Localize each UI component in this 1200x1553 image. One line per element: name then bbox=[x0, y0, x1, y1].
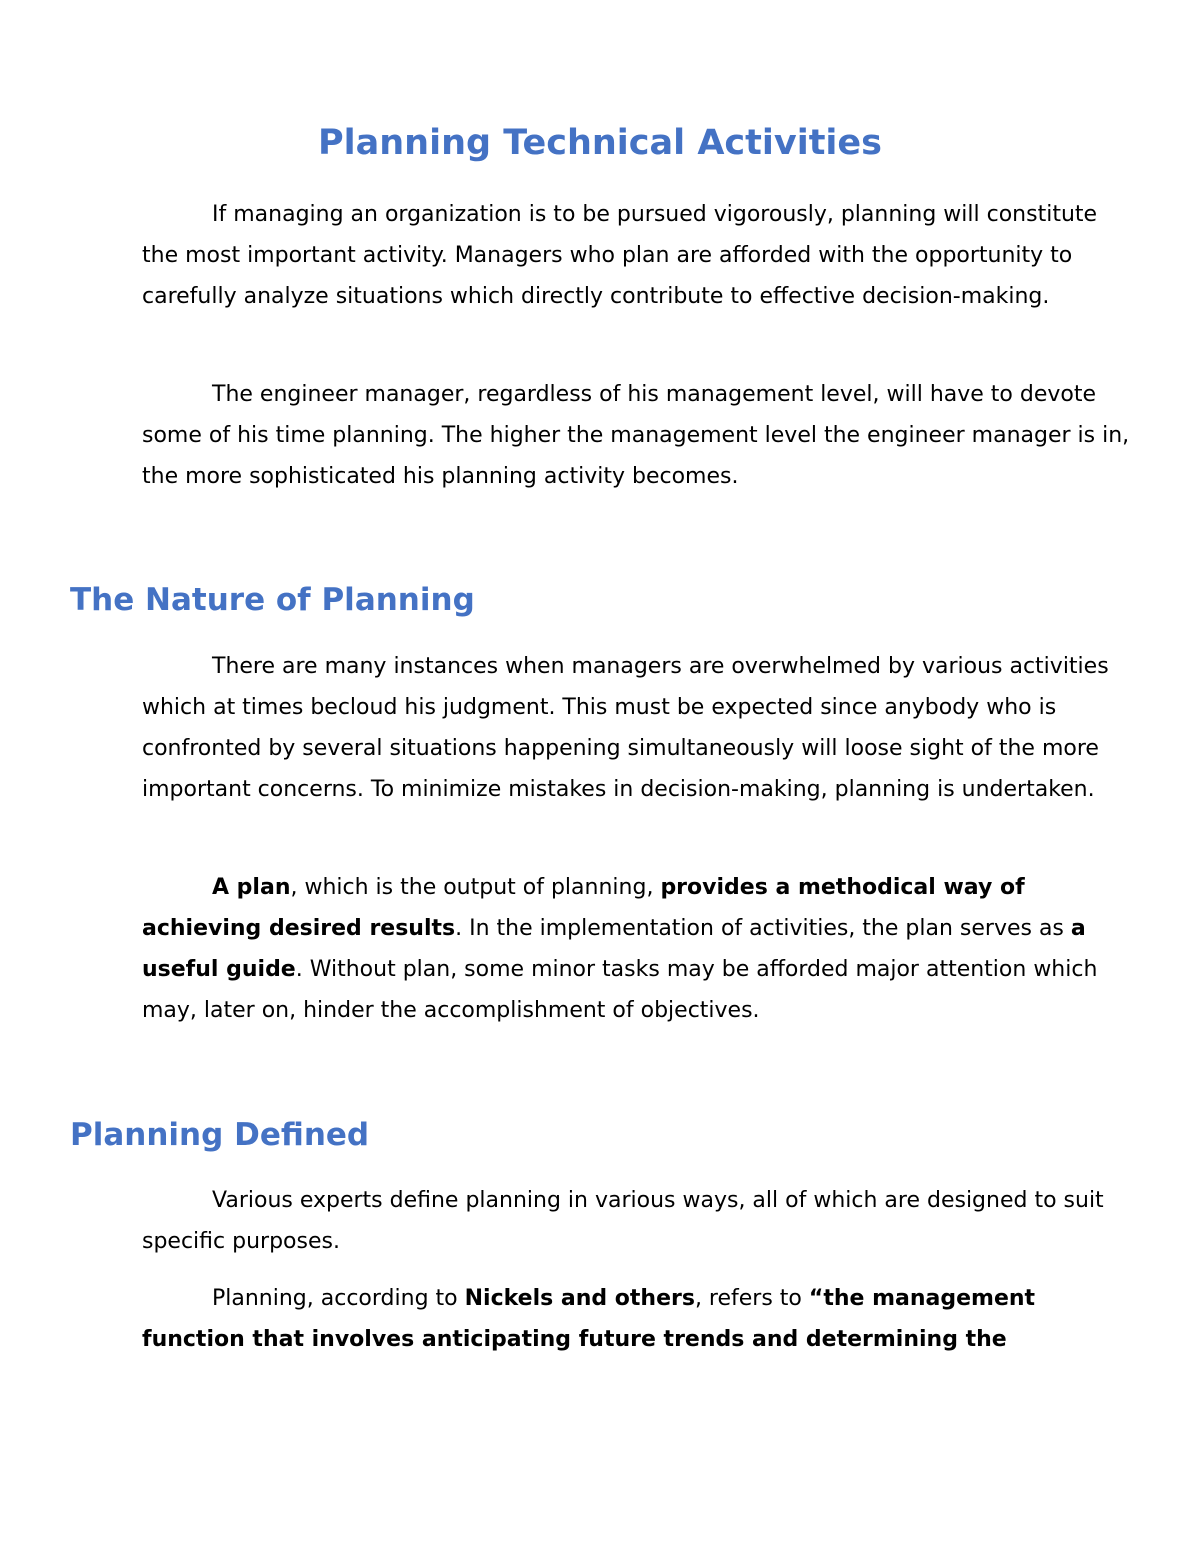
bold-phrase: a useful guide bbox=[142, 916, 1086, 982]
text-span: , refers to bbox=[694, 1286, 809, 1311]
nature-paragraph-1: There are many instances when managers are overwhelmed by various activities which at times becloud his judgment. This must be expected since anybody who is confronted by several situations happening simultaneously will loose sight of the more important concerns. To minimize mistakes in decision-making, planning is undertaken. bbox=[142, 654, 1109, 802]
bold-phrase: provides a methodical way of achieving desired results bbox=[142, 875, 1025, 941]
intro-paragraph-2: The engineer manager, regardless of his management level, will have to devote some of his time planning. The higher the management level the engineer manager is in, the more sophisticated his planning activity becomes. bbox=[142, 382, 1130, 489]
bold-phrase: Nickels and others bbox=[464, 1286, 695, 1311]
text-span: Planning, according to bbox=[212, 1286, 465, 1311]
bold-phrase: A plan bbox=[212, 875, 291, 900]
section-heading-defined: Planning Defined bbox=[70, 1117, 370, 1153]
nature-paragraph-2 bbox=[142, 867, 1132, 1031]
bold-phrase: “the management function that involves anticipating future trends and determining the bbox=[142, 1286, 1036, 1352]
text-span: . In the implementation of activities, the plan serves as bbox=[455, 916, 1071, 941]
section-heading-nature: The Nature of Planning bbox=[70, 582, 475, 618]
intro-paragraph-1: If managing an organization is to be pursued vigorously, planning will constitute the most important activity. Managers who plan are afforded with the opportunity to carefully analyze situations which directly contribute to effective decision-making. bbox=[142, 202, 1098, 309]
defined-paragraph-1: Various experts define planning in various ways, all of which are designed to suit specific purposes. bbox=[142, 1188, 1104, 1254]
text-span: , which is the output of planning, bbox=[290, 875, 661, 900]
page-title: Planning Technical Activities bbox=[317, 123, 883, 163]
text-span: . Without plan, some minor tasks may be afforded major attention which may, later on, hinder the accomplishment of objectives. bbox=[142, 957, 1098, 1023]
defined-paragraph-2 bbox=[142, 1278, 1132, 1360]
